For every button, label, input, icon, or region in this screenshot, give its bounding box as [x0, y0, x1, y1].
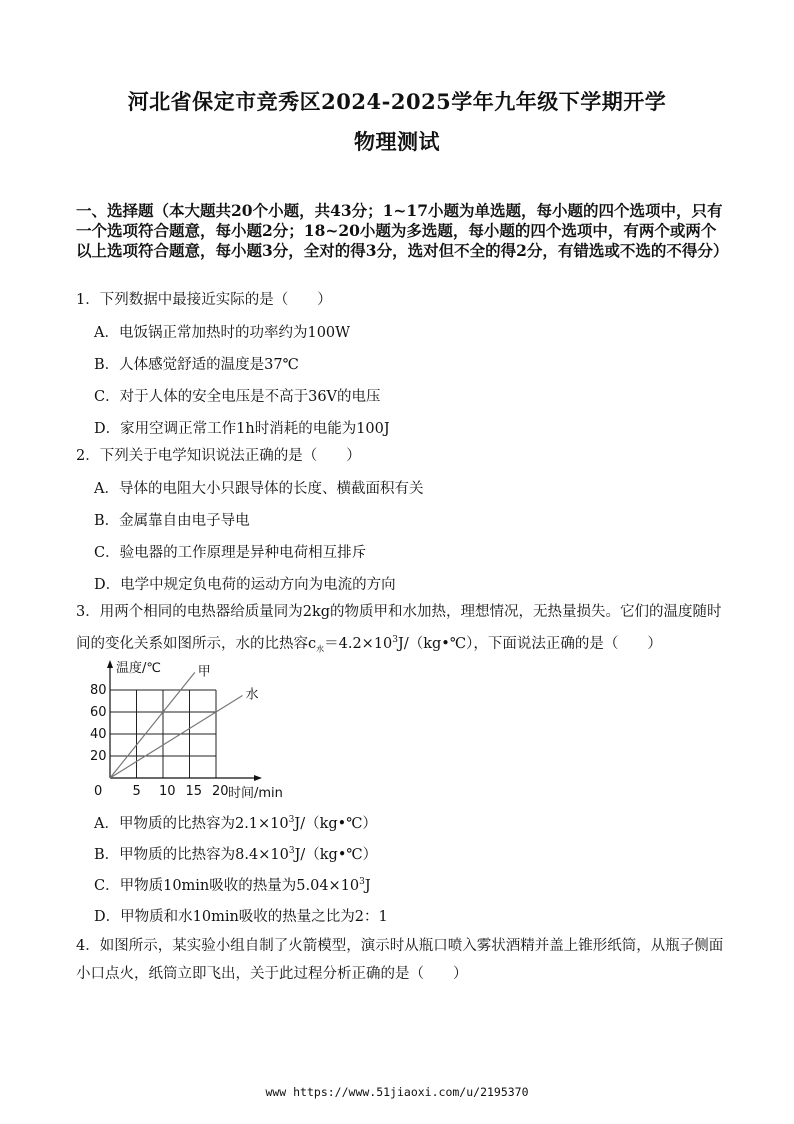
series-line-water — [110, 696, 243, 779]
question-3-option-a-unit: J/（kg•℃） — [294, 816, 377, 832]
question-1-option-d: D．家用空调正常工作1h时消耗的电能为100J — [94, 421, 390, 437]
question-3-option-b-unit: J/（kg•℃） — [294, 847, 378, 863]
question-3-option-c-sup: 3 — [359, 877, 365, 888]
x-tick-label: 15 — [185, 784, 203, 799]
series-label-jia: 甲 — [197, 664, 211, 680]
x-tick-label: 5 — [132, 784, 141, 799]
question-3-option-b-text: B．甲物质的比热容为8.4×10 — [94, 847, 289, 863]
question-3-option-d: D．甲物质和水10min吸收的热量之比为2：1 — [94, 909, 388, 925]
question-3-sub-water: 水 — [316, 644, 325, 654]
x-tick-label: 20 — [212, 784, 229, 799]
question-3-option-b — [94, 843, 377, 864]
question-3-option-c-text: C．甲物质10min吸收的热量为5.04×10 — [94, 878, 360, 894]
y-tick-label: 40 — [90, 727, 107, 742]
y-tick-label: 60 — [90, 705, 107, 720]
question-2-option-b: B．金属靠自由电子导电 — [94, 513, 250, 529]
document-title-line1: 河北省保定市竞秀区2024-2025学年九年级下学期开学 — [127, 89, 667, 114]
question-1-option-a: A．电饭锅正常加热时的功率约为100W — [94, 325, 351, 341]
y-axis-arrow — [107, 660, 113, 668]
question-2-option-a: A．导体的电阻大小只跟导体的长度、横截面积有关 — [94, 481, 424, 497]
x-tick-label: 0 — [94, 784, 103, 799]
y-tick-label: 20 — [90, 749, 107, 764]
question-2-option-d: D．电学中规定负电荷的运动方向为电流的方向 — [94, 577, 396, 593]
question-1-option-b: B．人体感觉舒适的温度是37℃ — [94, 357, 299, 373]
question-3-option-c-unit: J — [364, 878, 371, 894]
question-3-option-a-sup: 3 — [288, 815, 295, 826]
chart-grid — [110, 690, 216, 778]
x-axis-label: 时间/min — [228, 786, 283, 801]
x-tick-label: 10 — [159, 784, 176, 799]
question-1-stem: 1．下列数据中最接近实际的是（ ） — [76, 292, 332, 308]
page-footer-url: www https://www.51jiaoxi.com/u/2195370 — [265, 1085, 529, 1099]
temperature-time-chart — [90, 660, 290, 805]
section-heading: 一、选择题（本大题共20个小题，共43分；1~17小题为单选题，每小题的四个选项中，只有一个选项符合题意，每小题2分；18~20小题为多选题，每小题的四个选项中，有两个或两个以上选项符合题意，每小题3分，全对的得3分，选对但不全的得2分，有错选或不选的不得分） — [76, 201, 729, 260]
question-2-option-c: C．验电器的工作原理是异种电荷相互排斥 — [94, 545, 367, 561]
question-2-stem: 2．下列关于电学知识说法正确的是（ ） — [76, 448, 361, 464]
question-3-stem-text: 3．用两个相同的电热器给质量同为2kg的物质甲和水加热，理想情况，无热量损失。它们的温度随时间的变化关系如图所示，水的比热容c — [76, 604, 722, 652]
question-1-option-c: C．对于人体的安全电压是不高于36V的电压 — [94, 389, 381, 405]
y-axis-label: 温度/℃ — [116, 661, 161, 676]
y-tick-label: 80 — [90, 683, 107, 698]
question-3-sup: 3 — [392, 635, 399, 645]
chart-axes — [107, 660, 262, 781]
question-3-stem-text-2: ＝4.2×10 — [324, 635, 393, 652]
document-title-line2: 物理测试 — [354, 129, 440, 154]
series-label-water: 水 — [245, 687, 259, 703]
question-3-stem — [76, 598, 726, 664]
question-3-option-a — [94, 812, 377, 833]
series-line-jia — [110, 672, 195, 778]
question-3-stem-text-3: J/（kg•℃），下面说法正确的是（ ） — [398, 635, 662, 652]
x-axis-arrow — [254, 775, 262, 781]
question-3-option-c — [94, 874, 371, 895]
question-3-option-b-sup: 3 — [288, 846, 295, 857]
question-4-stem: 4．如图所示，某实验小组自制了火箭模型，演示时从瓶口喷入雾状酒精并盖上锥形纸筒，从瓶子侧面小口点火，纸筒立即飞出，关于此过程分析正确的是（ ） — [76, 938, 724, 982]
question-3-option-a-text: A．甲物质的比热容为2.1×10 — [94, 816, 289, 832]
chart-series — [110, 672, 243, 778]
